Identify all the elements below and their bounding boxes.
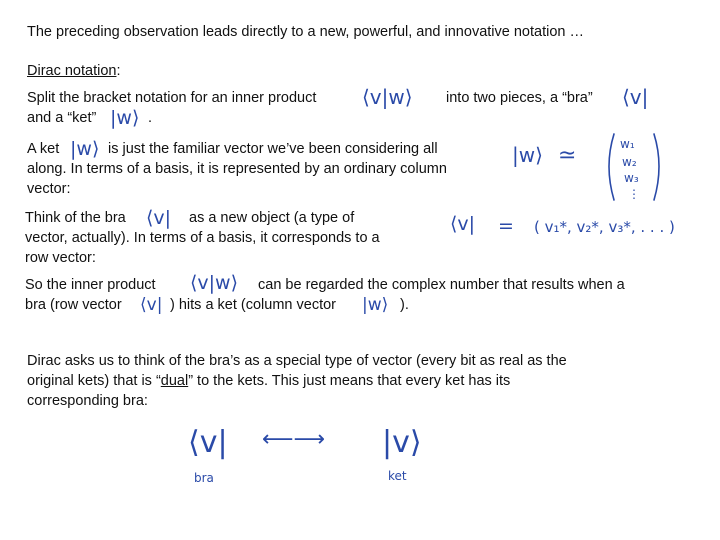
bra-symbol-large: ⟨v| <box>188 425 228 460</box>
bracket-handwriting-1 <box>360 84 440 110</box>
bra-handwriting-3 <box>138 291 170 317</box>
bra-line2: vector, actually). In terms of a basis, it corresponds to a <box>25 230 380 246</box>
column-entry-w1: w₁ <box>620 137 635 151</box>
bra-symbol-4: ⟨v| <box>140 295 163 315</box>
dual-line3: corresponding bra: <box>27 393 148 409</box>
split-line2-a: and a “ket” <box>27 110 97 126</box>
ket-label: ket <box>388 469 407 483</box>
inner-line2-c: ). <box>400 297 409 313</box>
ket-symbol-4: |w⟩ <box>362 295 389 315</box>
split-line1-a: Split the bracket notation for an inner product <box>27 90 317 106</box>
ket-symbol-large: |v⟩ <box>382 425 422 460</box>
dual-line2-a: original kets) that is “ <box>27 373 161 389</box>
bra-label: bra <box>194 471 214 485</box>
bra-symbol-3: ⟨v| <box>450 213 476 235</box>
bra-line1-a: Think of the bra <box>25 210 126 226</box>
dual-term: dual <box>160 373 189 389</box>
column-entry-w3: w₃ <box>624 171 639 185</box>
dual-line2 <box>27 371 510 391</box>
ket-line1-a: A ket <box>27 141 60 157</box>
section-heading <box>27 61 121 81</box>
column-left-paren <box>609 134 614 200</box>
inner-line2-b: ) hits a ket (column vector <box>170 297 336 313</box>
inner-line2-a: bra (row vector <box>25 297 122 313</box>
ket-handwriting-4 <box>360 291 400 317</box>
heading-suffix: : <box>116 63 121 79</box>
bra-symbol-1: ⟨v| <box>622 85 649 109</box>
bra-line3: row vector: <box>25 250 96 266</box>
heading-label: Dirac notation <box>27 63 117 79</box>
bracket-symbol-1: ⟨v|w⟩ <box>362 85 413 109</box>
ket-symbol-1: |w⟩ <box>110 107 140 129</box>
ket-line2: along. In terms of a basis, it is represented by an ordinary column <box>27 161 447 177</box>
bra-symbol-2: ⟨v| <box>146 207 172 229</box>
column-entry-dots: ⋮ <box>628 187 640 201</box>
approx-symbol: ≃ <box>558 143 577 168</box>
bra-line1-b: as a new object (a type of <box>189 210 355 226</box>
bracket-symbol-2: ⟨v|w⟩ <box>190 272 239 294</box>
bra-handwriting-2 <box>144 204 184 230</box>
split-line2-b: . <box>148 110 153 126</box>
ket-line3: vector: <box>27 181 71 197</box>
dual-line2-b: ” to the kets. This just means that every ket has its <box>188 373 511 389</box>
bracket-handwriting-2 <box>188 269 258 295</box>
column-vector-handwriting <box>510 128 670 206</box>
row-vector-entries: ( v₁*, v₂*, v₃*, . . . ) <box>534 218 675 236</box>
ket-line1-b: is just the familiar vector we’ve been considering all <box>108 141 438 157</box>
bra-ket-correspondence <box>186 418 426 488</box>
intro-text: The preceding observation leads directly to a new, powerful, and innovative notation … <box>27 24 584 40</box>
split-line1-b: into two pieces, a “bra” <box>446 90 593 106</box>
ket-handwriting-1 <box>108 105 148 131</box>
bra-handwriting-1 <box>620 84 660 110</box>
ket-symbol-2: |w⟩ <box>70 138 100 160</box>
column-entry-w2: w₂ <box>622 155 637 169</box>
dual-line1: Dirac asks us to think of the bra’s as a special type of vector (every bit as real as the <box>27 353 567 369</box>
ket-handwriting-2 <box>68 135 108 161</box>
row-equals-symbol: = <box>498 215 514 237</box>
row-vector-handwriting <box>448 208 688 244</box>
inner-line1-a: So the inner product <box>25 277 156 293</box>
ket-symbol-3: |w⟩ <box>512 143 543 167</box>
inner-line1-b: can be regarded the complex number that results when a <box>258 277 625 293</box>
double-arrow: ⟵⟶ <box>262 427 326 452</box>
column-right-paren <box>654 134 659 200</box>
